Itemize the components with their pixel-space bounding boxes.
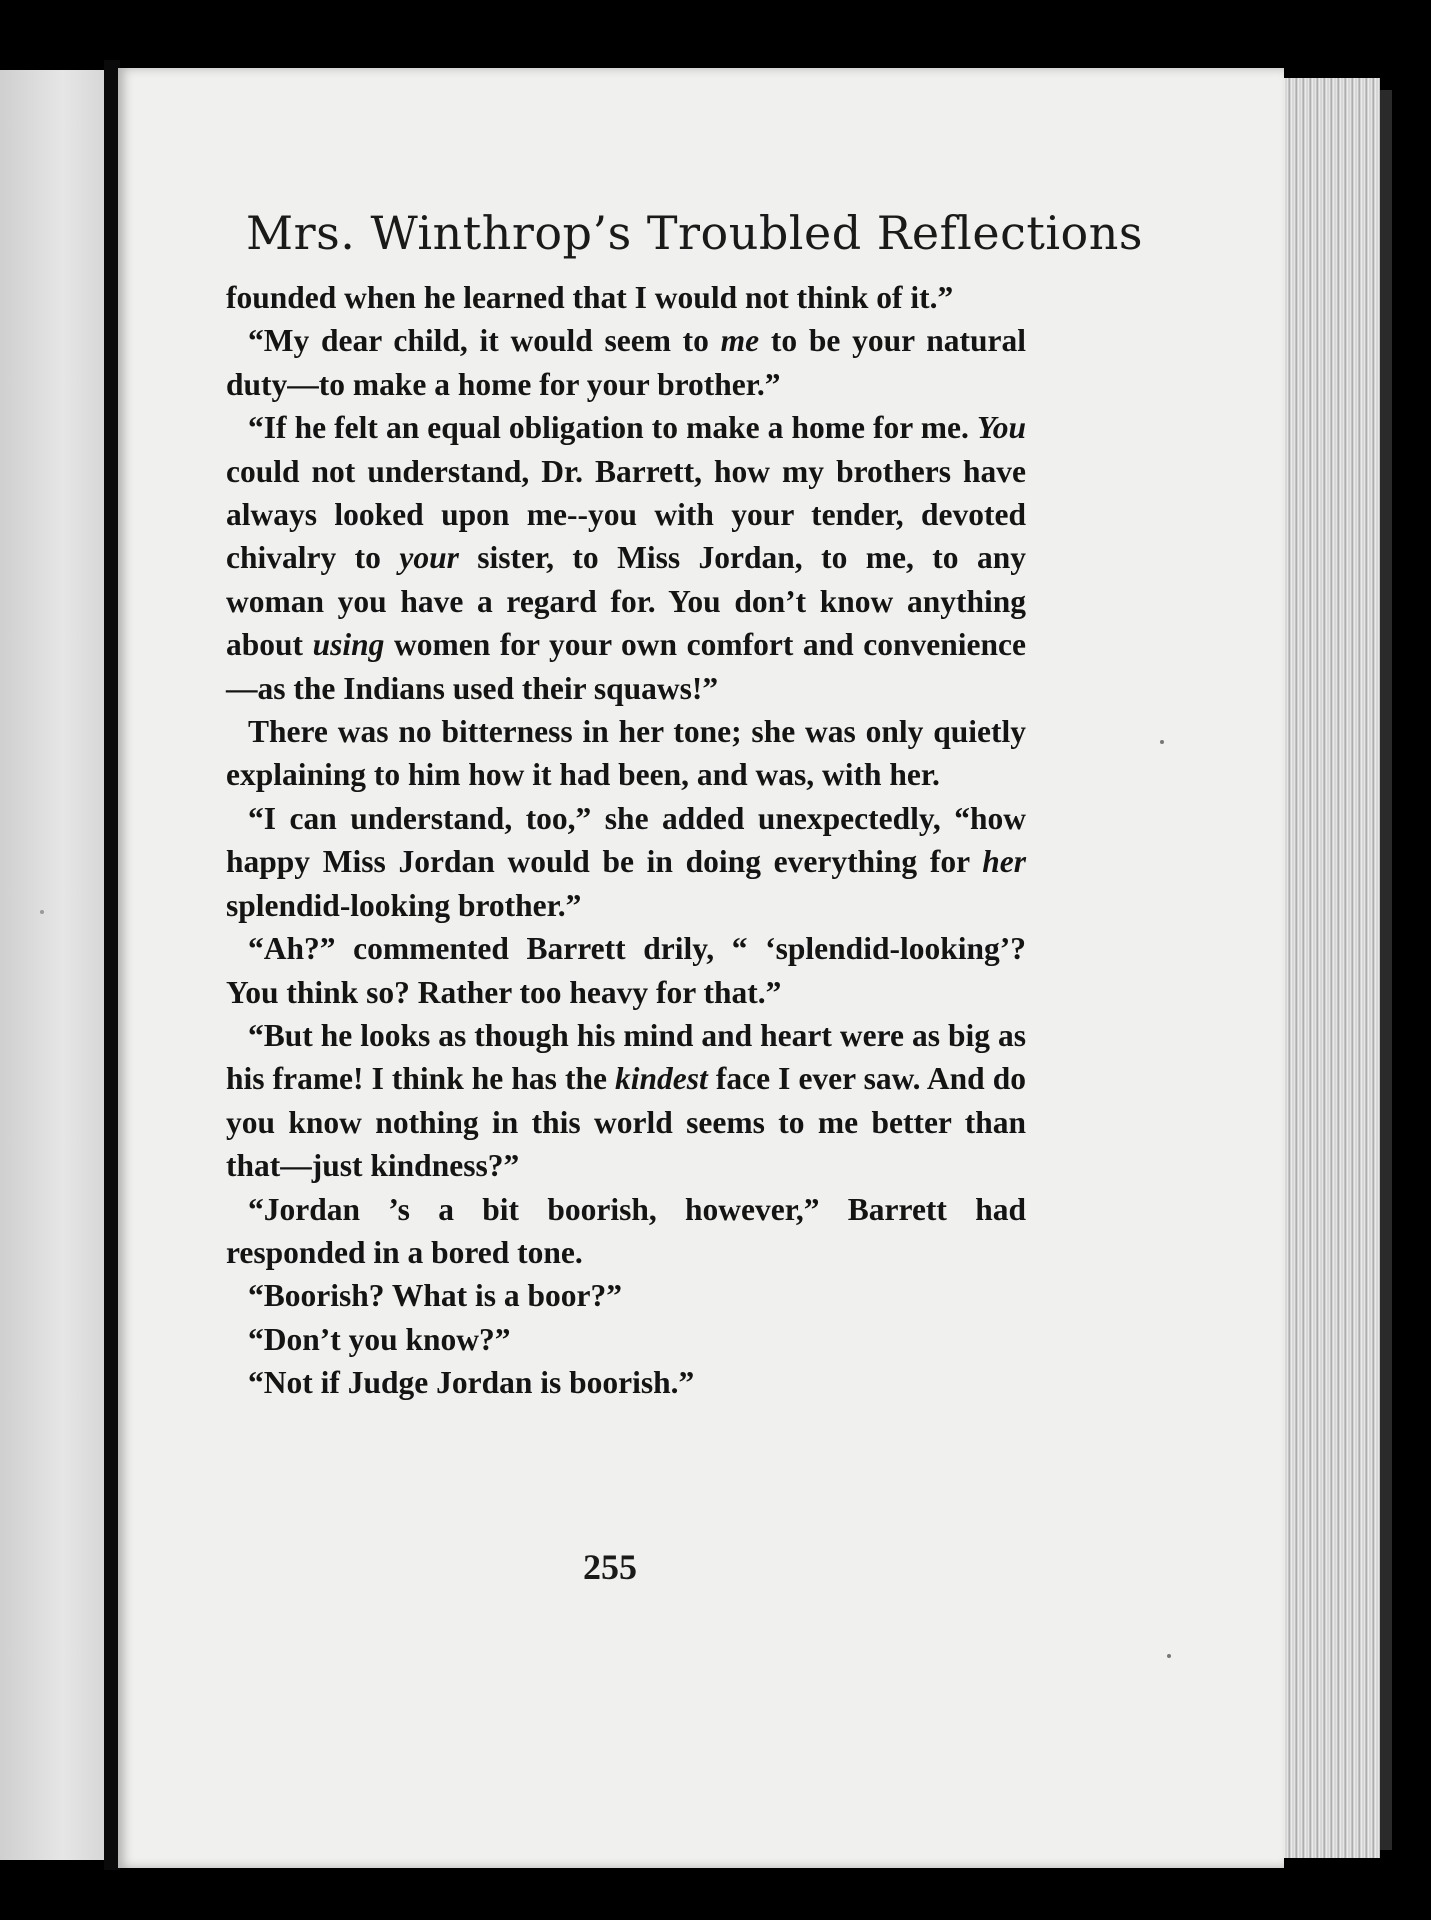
text-run: “Ah?” commented Barrett drily, “ ‘splendid-looking’? You think so? Rather too heavy for that.”: [226, 931, 1026, 1010]
text-run: “My dear child, it would seem to: [248, 323, 721, 359]
facing-page-edge: [0, 70, 104, 1860]
italic-emphasis: her: [982, 844, 1026, 880]
paragraph: [226, 1318, 1026, 1361]
text-run: “Not if Judge Jordan is boorish.”: [248, 1365, 695, 1401]
text-run: “Jordan ’s a bit boorish, however,” Barrett had responded in a bored tone.: [226, 1191, 1026, 1270]
text-run: sister, to Miss Jordan, to me, to any woman you have a regard for. You don’t know anything about: [226, 540, 1026, 663]
paper-speck: [1160, 740, 1164, 744]
italic-emphasis: using: [312, 627, 385, 663]
running-head: Mrs. Winthrop’s Troubled Reflections: [246, 206, 1143, 260]
italic-emphasis: your: [399, 540, 459, 576]
page-block-shadow: [1380, 90, 1392, 1850]
paragraph: [226, 1014, 1026, 1188]
paragraph: [226, 1188, 1026, 1275]
text-run: “Don’t you know?”: [248, 1321, 511, 1357]
italic-emphasis: You: [976, 410, 1026, 446]
text-run: splendid-looking brother.”: [226, 887, 582, 923]
text-run: “But he looks as though his mind and heart were as big as his frame! I think he has the: [226, 1017, 1026, 1097]
page-number: 255: [583, 1547, 637, 1587]
text-run: women for your own comfort and convenience—as the Indians used their squaws!”: [226, 627, 1026, 706]
paragraph: [226, 927, 1026, 1014]
text-run: to be your natural duty—to make a home for your brother.”: [226, 323, 1026, 402]
text-run: There was no bitterness in her tone; she was only quietly explaining to him how it had been, and was, with her.: [226, 714, 1026, 793]
paragraph: [226, 1361, 1026, 1404]
paragraph: [226, 797, 1026, 927]
text-run: founded when he learned that I would not think of it.”: [226, 280, 954, 315]
text-run: “I can understand, too,” she added unexpectedly, “how happy Miss Jordan would be in doing everything for: [226, 800, 1026, 880]
paragraph: [226, 710, 1026, 797]
paper-speck: [1167, 1654, 1171, 1658]
paragraph: [226, 319, 1026, 406]
italic-emphasis: kindest: [615, 1061, 708, 1097]
text-run: “If he felt an equal obligation to make a home for me.: [248, 410, 977, 446]
paragraph: [226, 406, 1026, 710]
page-block-edges: [1284, 78, 1380, 1858]
paragraph: [226, 276, 1026, 319]
text-run: face I ever saw. And do you know nothing in this world seems to me better than that—just kindness?”: [226, 1061, 1026, 1184]
paragraph: [226, 1274, 1026, 1317]
text-run: “Boorish? What is a boor?”: [248, 1278, 622, 1314]
italic-emphasis: me: [720, 323, 760, 359]
paper-speck: [40, 910, 44, 914]
text-run: could not understand, Dr. Barrett, how my brothers have always looked upon me--you with your tender, devoted chivalry to: [226, 453, 1026, 576]
body-text: [226, 276, 1026, 1405]
